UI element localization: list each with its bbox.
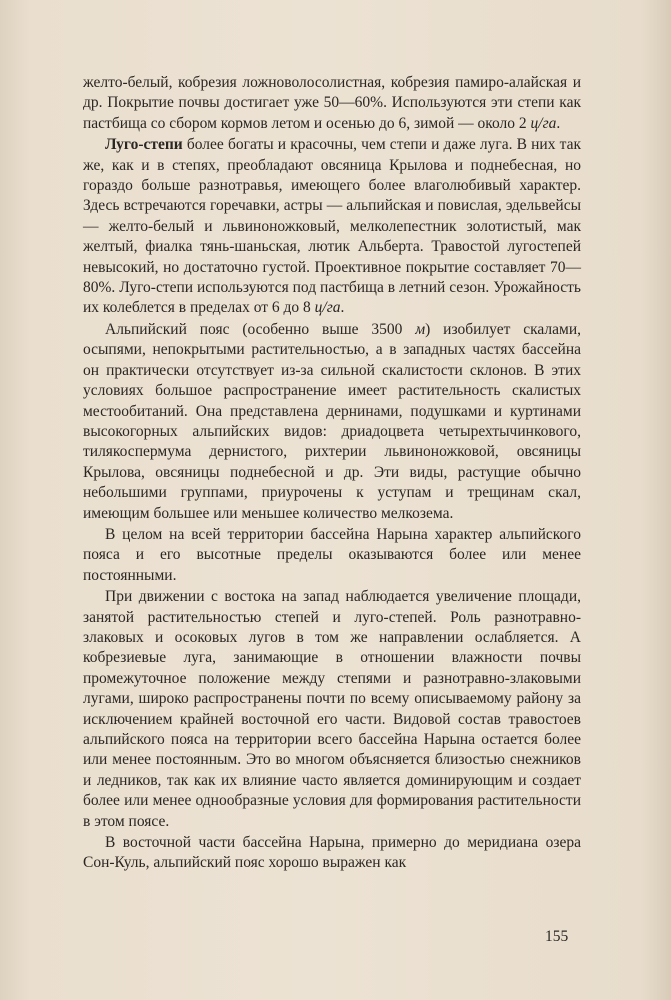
section-term: Луго-степи (105, 136, 183, 154)
unit-label: ц/га (314, 299, 341, 317)
paragraph-6: В восточной части бассейна Нарына, примерно до меридиана озера Сон-Куль, альпийский пояс хорошо выражен как (83, 834, 581, 872)
paragraph-4: В целом на всей территории бассейна Нарына характер альпийского пояса и его высотные пределы оказываются более или менее постоянными. (83, 525, 581, 584)
paragraph-1: желто-белый, кобрезия ложноволосолистная, кобрезия памиро-алайская и др. Покрытие почвы достигает уже 50—60%. Используются эти степи как пастбища со сбором кормов летом и осенью до 6, зимой — около 2 ц/га. (83, 74, 581, 132)
page-number: 155 (545, 928, 569, 945)
unit-label: ц/га (530, 114, 557, 132)
paragraph-2: Луго-степи более богаты и красочны, чем степи и даже луга. В них так же, как и в степях, преобладают овсяница Крылова и поднебесная, но гораздо больше разнотравья, имеющего более влаголюбивый характер. Здесь встречаются горечавки, астры — альпийская и повислая, эдельвейсы — желто-белый и львиноножковый, мелколепестник золотистый, мак желтый, фиалка тянь-шаньская, лютик Альберта. Травостой лугостепей невысокий, но достаточно густой. Проективное покрытие составляет 70—80%. Луго-степи используются под пастбища в летний сезон. Урожайность их колеблется в пределах от 6 до 8 ц/га. (83, 136, 581, 317)
paragraph-3: Альпийский пояс (особенно выше 3500 м) изобилует скалами, осыпями, непокрытыми растительностью, а в западных частях бассейна он практически отсутствует из-за сильной скалистости склонов. В этих условиях большое распространение имеет растительность скалистых местообитаний. Она представлена дернинами, подушками и куртинами высокогорных альпийских видов: дриадоцвета четырехтычинкового, тилякоспермума дернистого, рихтерии львиноножковой, овсяницы Крылова, овсяницы поднебесной и др. Эти виды, растущие обычно небольшими группами, приурочены к уступам и трещинам скал, имеющим большее или меньшее количество мелкозема. (83, 320, 581, 522)
body-text (83, 73, 581, 874)
paragraph-5: При движении с востока на запад наблюдается увеличение площади, занятой растительностью степей и луго-степей. Роль разнотравно-злаковых и осоковых лугов в том же направлении ослабляется. А кобрезиевые луга, занимающие в отношении влажности почвы промежуточное положение между степями и разнотравно-злаковыми лугами, широко распространены почти по всему описываемому району за исключением крайней восточной его части. Видовой состав травостоев альпийского пояса на территории всего бассейна Нарына остается более или менее постоянным. Это во многом объясняется близостью снежников и ледников, так как их влияние часто является доминирующим и создает более или менее однообразные условия для формирования растительности в этом поясе. (83, 588, 581, 830)
unit-label: м (415, 320, 426, 338)
